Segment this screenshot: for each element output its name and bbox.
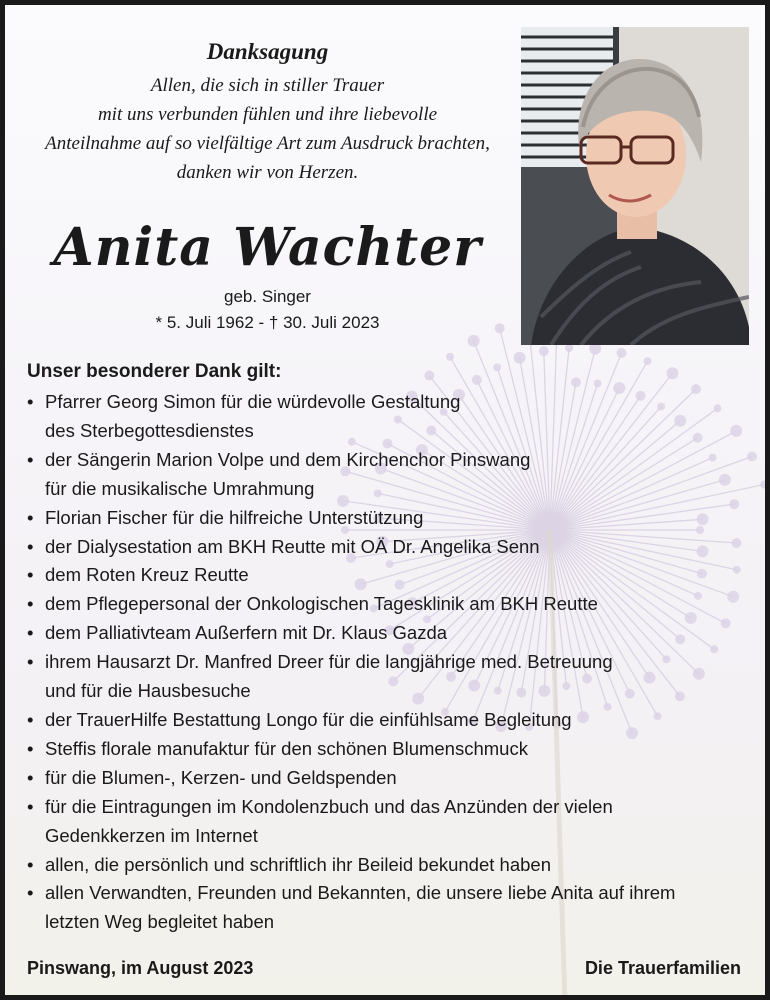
list-item [27, 446, 675, 504]
life-dates: * 5. Juli 1962 - † 30. Juli 2023 [155, 313, 380, 332]
bullet: • [27, 593, 34, 615]
list-item [27, 793, 675, 851]
list-item-line: für die Blumen-, Kerzen- und Geldspenden [45, 766, 397, 788]
list-item-line: und für die Hausbesuche [45, 680, 251, 702]
thanks-list [27, 388, 675, 937]
bullet: • [27, 564, 34, 586]
list-item [27, 879, 675, 937]
list-item-line: dem Roten Kreuz Reutte [45, 564, 249, 586]
list-item [27, 504, 675, 533]
intro-text [25, 71, 510, 187]
list-item [27, 590, 675, 619]
deceased-name: Anita Wachter [53, 217, 482, 278]
bullet: • [27, 766, 34, 788]
bullet: • [27, 651, 34, 673]
list-item-line: für die musikalische Umrahmung [45, 477, 315, 499]
signature: Die Trauerfamilien [584, 958, 741, 978]
intro-line: mit uns verbunden fühlen und ihre liebevolle [97, 104, 438, 125]
bullet: • [27, 737, 34, 759]
bullet: • [27, 708, 34, 730]
list-item [27, 533, 675, 562]
list-item-line: Pfarrer Georg Simon für die würdevolle Gestaltung [45, 391, 461, 412]
bullet: • [27, 535, 34, 557]
bullet: • [27, 622, 34, 644]
maiden-name: geb. Singer [224, 287, 311, 306]
bullet: • [27, 448, 34, 470]
portrait-photo [521, 27, 749, 345]
list-item [27, 619, 675, 648]
list-item-line: allen, die persönlich und schriftlich ihr Beileid bekundet haben [45, 853, 551, 875]
list-item [27, 706, 675, 735]
thanks-heading: Unser besonderer Dank gilt: [27, 361, 282, 382]
list-item-line: der TrauerHilfe Bestattung Longo für die einfühlsame Begleitung [45, 708, 572, 730]
bullet: • [27, 391, 34, 412]
list-item-line: allen Verwandten, Freunden und Bekannten, die unsere liebe Anita auf ihrem [45, 882, 676, 904]
bullet: • [27, 506, 34, 528]
list-item [27, 648, 675, 706]
list-item-line: für die Eintragungen im Kondolenzbuch und das Anzünden der vielen [45, 795, 613, 817]
intro-line: danken wir von Herzen. [176, 162, 359, 183]
header-block [25, 39, 510, 187]
list-item-line: Gedenkkerzen im Internet [45, 824, 258, 846]
notice-title: Danksagung [206, 39, 329, 64]
list-item [27, 388, 675, 446]
list-item-line: dem Palliativteam Außerfern mit Dr. Klaus Gazda [45, 622, 448, 644]
list-item [27, 851, 675, 880]
list-item [27, 764, 675, 793]
list-item-line: letzten Weg begleitet haben [45, 911, 275, 933]
list-item-line: der Sängerin Marion Volpe und dem Kirchenchor Pinswang [45, 448, 531, 470]
list-item-line: Florian Fischer für die hilfreiche Unterstützung [45, 506, 424, 528]
list-item [27, 561, 675, 590]
bullet: • [27, 795, 34, 817]
place-and-date: Pinswang, im August 2023 [27, 958, 254, 978]
list-item [27, 735, 675, 764]
list-item-line: der Dialysestation am BKH Reutte mit OÄ Dr. Angelika Senn [45, 535, 540, 557]
list-item-line: des Sterbegottesdienstes [45, 419, 254, 441]
intro-line: Allen, die sich in stiller Trauer [150, 75, 385, 96]
bullet: • [27, 882, 34, 904]
list-item-line: ihrem Hausarzt Dr. Manfred Dreer für die langjährige med. Betreuung [45, 651, 613, 673]
bullet: • [27, 853, 34, 875]
list-item-line: Steffis florale manufaktur für den schönen Blumenschmuck [45, 737, 528, 759]
intro-line: Anteilnahme auf so vielfältige Art zum Ausdruck brachten, [45, 133, 490, 154]
list-item-line: dem Pflegepersonal der Onkologischen Tagesklinik am BKH Reutte [45, 593, 598, 615]
